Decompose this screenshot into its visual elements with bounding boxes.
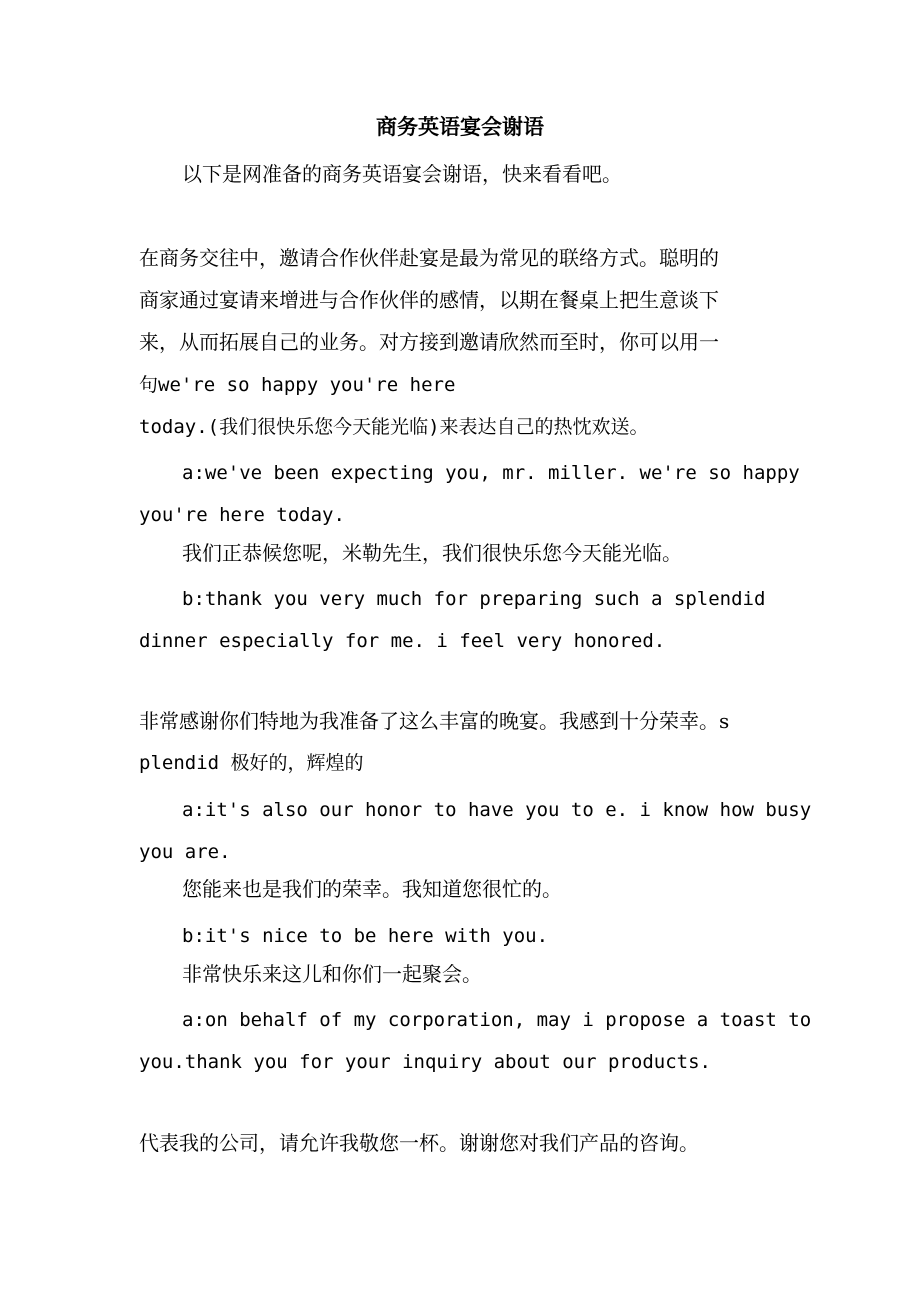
dialogue-line: a:on behalf of my corporation, may i propose a toast to (182, 1009, 812, 1031)
translation-line: 您能来也是我们的荣幸。我知道您很忙的。 (182, 877, 562, 901)
translation-line: 非常快乐来这儿和你们一起聚会。 (182, 962, 482, 986)
vocabulary-note: plendid 极好的，辉煌的 (139, 752, 364, 774)
dialogue-line: you.thank you for your inquiry about our products. (139, 1051, 711, 1073)
dialogue-line: a:we've been expecting you, mr. miller. we're so happy (182, 462, 800, 484)
translation-line: 我们正恭候您呢，米勒先生，我们很快乐您今天能光临。 (182, 541, 682, 565)
paragraph-line: today.(我们很快乐您今天能光临)来表达自己的热忱欢送。 (139, 416, 649, 438)
dialogue-line: b:thank you very much for preparing such a splendid (182, 588, 766, 610)
intro-line: 以下是网准备的商务英语宴会谢语，快来看看吧。 (182, 162, 622, 186)
dialogue-line: you're here today. (139, 504, 345, 526)
translation-line: 非常感谢你们特地为我准备了这么丰富的晚宴。我感到十分荣幸。s (139, 709, 730, 733)
paragraph-line: 句we're so happy you're here (139, 374, 456, 396)
dialogue-line: b:it's nice to be here with you. (182, 925, 549, 947)
translation-line: 代表我的公司，请允许我敬您一杯。谢谢您对我们产品的咨询。 (139, 1131, 699, 1155)
paragraph-line: 在商务交往中，邀请合作伙伴赴宴是最为常见的联络方式。聪明的 (139, 246, 719, 270)
dialogue-line: dinner especially for me. i feel very honored. (139, 630, 666, 652)
paragraph-line: 商家通过宴请来增进与合作伙伴的感情，以期在餐桌上把生意谈下 (139, 288, 719, 312)
dialogue-line: a:it's also our honor to have you to e. i know how busy (182, 799, 812, 821)
paragraph-line: 来，从而拓展自己的业务。对方接到邀请欣然而至时，你可以用一 (139, 330, 719, 354)
document-title: 商务英语宴会谢语 (376, 114, 544, 139)
dialogue-line: you are. (139, 841, 231, 863)
